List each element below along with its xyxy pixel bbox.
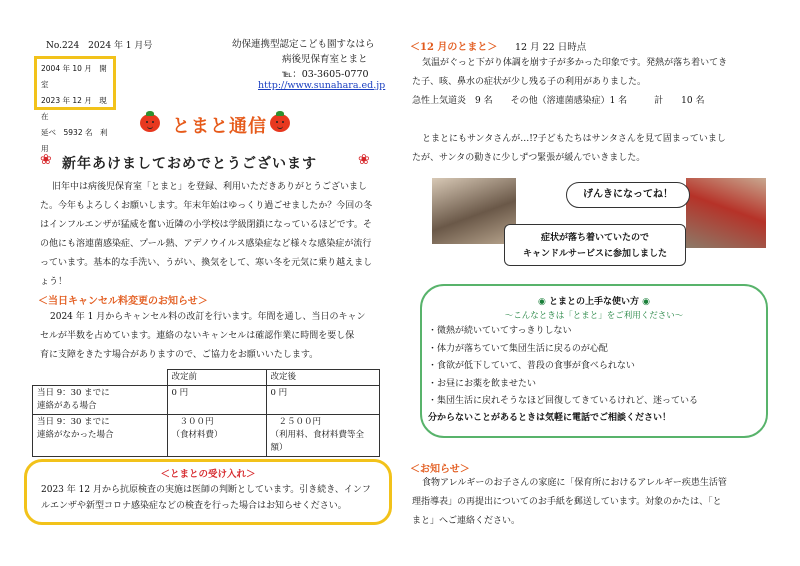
santa-line: たが、サンタの動きに少しずつ緊張が緩んでいきました。 (412, 153, 646, 163)
december-date: 12 月 22 日時点 (515, 42, 587, 53)
kagami-mochi-icon-right: ❀ (358, 152, 370, 168)
stat-opened: 2004 年 10 月 開室 (41, 64, 107, 89)
table-cell: 当日 9：30 までに (37, 388, 110, 398)
table-cell: 当日 9：30 までに (37, 417, 110, 427)
tips-heading-text: とまとの上手な使い方 (548, 297, 639, 307)
greeting-line: ょう！ (40, 277, 68, 287)
candle-caption-box (504, 224, 686, 266)
greeting-heading: 新年あけましておめでとうございます (62, 156, 317, 172)
december-stats: 急性上気道炎 9 名 その他（溶連菌感染症）1 名 計 10 名 (412, 96, 705, 106)
table-cell: （利用料、食材料費等全額） (270, 430, 365, 453)
stats-box (34, 56, 116, 153)
cancel-heading: ＜当日キャンセル料変更のお知らせ＞ (38, 296, 208, 307)
cancel-fee-table (32, 369, 380, 457)
acceptance-body (27, 480, 389, 516)
notice-line: 理指導表」の再提出についてのお手紙を郵送しています。対象のかたは、「と (412, 497, 722, 507)
tomato-bullet-icon: ◉ (537, 297, 546, 307)
greeting-line: 旧年中は病後児保育室「とまと」を登録、利用いただきありがとうございまし (52, 182, 368, 192)
table-cell: ２５００円 (278, 417, 322, 427)
acceptance-box (24, 459, 392, 525)
greeting-line: の他にも溶連菌感染症、プール熱、アデノウイルス感染症など様々な感染症が流行 (40, 239, 372, 249)
photo-santa (686, 178, 766, 248)
december-line: 気温がぐっと下がり体調を崩す子が多かった印象です。発熱が落ち着いてき (422, 58, 728, 68)
greeting-line: っています。基本的な手洗い、うがい、換気をして、寒い冬を元気に乗り越えまし (40, 258, 373, 268)
acceptance-line: ルエンザや新型コロナ感染症などの検査を行った場合はお知らせください。 (41, 501, 347, 511)
greeting-line: はインフルエンザが猛威を奮い近隣の小学校は学級閉鎖になっているほどです。そ (40, 220, 372, 230)
santa-line: とまとにもサンタさんが…!?子どもたちはサンタさんを見て固まっていまし (422, 134, 726, 144)
santa-body (412, 130, 772, 168)
notice-body (412, 474, 772, 531)
tips-list-item: ・体力が落ちていて集団生活に戻るのが心配 (428, 343, 608, 354)
greeting-body (40, 178, 390, 292)
issue-number: No.224 2024 年 1 月号 (46, 41, 153, 51)
tips-subheading: ～こんなときは「とまと」をご利用ください～ (504, 311, 684, 321)
tips-heading (422, 294, 766, 307)
notice-line: まと」へご連絡ください。 (412, 516, 521, 526)
december-heading: ＜12 月のとまと＞ (410, 42, 498, 53)
tips-list-item: ・微熱が続いていてすっきりしない (428, 326, 572, 336)
stat-total: 延べ 5932 名 利用 (41, 128, 108, 153)
candle-caption-line: キャンドルサービスに参加しました (522, 249, 667, 259)
speech-bubble-text: げんきになってね！ (583, 189, 673, 200)
tips-closing: 分からないことがあるときは気軽に電話でご相談ください！ (428, 412, 672, 423)
tips-list-item: ・お昼にお薬を飲ませたい (428, 378, 537, 389)
acceptance-heading: ＜とまとの受け入れ＞ (160, 469, 256, 480)
table-cell: ３００円 (179, 417, 214, 427)
cancel-line: セルが半数を占めています。連絡のないキャンセルは確認作業に時間を要し保 (40, 331, 355, 341)
table-cell: （食材料費） (171, 430, 223, 440)
notice-heading: ＜お知らせ＞ (410, 464, 470, 475)
table-header-row (33, 370, 380, 386)
newsletter-title: とまと通信 (172, 116, 267, 137)
table-row (33, 386, 380, 415)
december-line: た子、咳、鼻水の症状が少し残る子の利用がありました。 (412, 77, 647, 87)
cancel-line: 2024 年 1 月からキャンセル料の改訂を行います。年間を通し、当日のキャン (50, 312, 366, 322)
kagami-mochi-icon-left: ❀ (40, 152, 52, 168)
tomato-icon-left (140, 114, 160, 132)
phone: ℡：03-3605-0770 (282, 69, 369, 80)
table-cell: 0 円 (171, 388, 189, 398)
cancel-body (40, 308, 390, 365)
tomato-icon-right (270, 114, 290, 132)
cancel-line: 育に支障をきたす場合がありますので、ご協力をお願いいたします。 (40, 350, 319, 360)
table-cell: 連絡がある場合 (37, 401, 97, 411)
tips-box (420, 284, 768, 438)
tips-list-item: ・食欲が低下していて、普段の食事が食べられない (428, 361, 635, 371)
unit-name: 病後児保育室とまと (282, 54, 368, 65)
greeting-line: た。今年もよろしくお願いします。年末年始はゆっくり過ごせましたか？今回の冬 (40, 201, 373, 211)
org-name: 幼保連携型認定こども園すなはら (232, 39, 375, 50)
candle-caption-line: 症状が落ち着いていたので (540, 233, 649, 243)
notice-line: 食物アレルギーのお子さんの家庭に「保育所におけるアレルギー疾患生活管 (422, 478, 727, 488)
speech-bubble (566, 182, 690, 208)
table-cell: 連絡がなかった場合 (37, 430, 114, 440)
table-row (33, 415, 380, 457)
table-cell: 0 円 (270, 388, 288, 398)
tips-list (422, 323, 766, 411)
table-header-cell (33, 370, 168, 386)
acceptance-line: 2023 年 12 月から抗原検査の実施は医師の判断としています。引き続き、インフ (41, 485, 371, 495)
website-link[interactable]: http://www.sunahara.ed.jp (258, 80, 386, 91)
december-body (412, 54, 772, 111)
tips-list-item: ・集団生活に戻れそうなほど回復してきているけれど、迷っている (428, 396, 699, 406)
table-header-cell: 改定後 (266, 370, 380, 386)
stat-current: 2023 年 12 月 現在 (41, 96, 107, 121)
table-header-cell: 改定前 (167, 370, 266, 386)
tomato-bullet-icon: ◉ (642, 297, 650, 307)
